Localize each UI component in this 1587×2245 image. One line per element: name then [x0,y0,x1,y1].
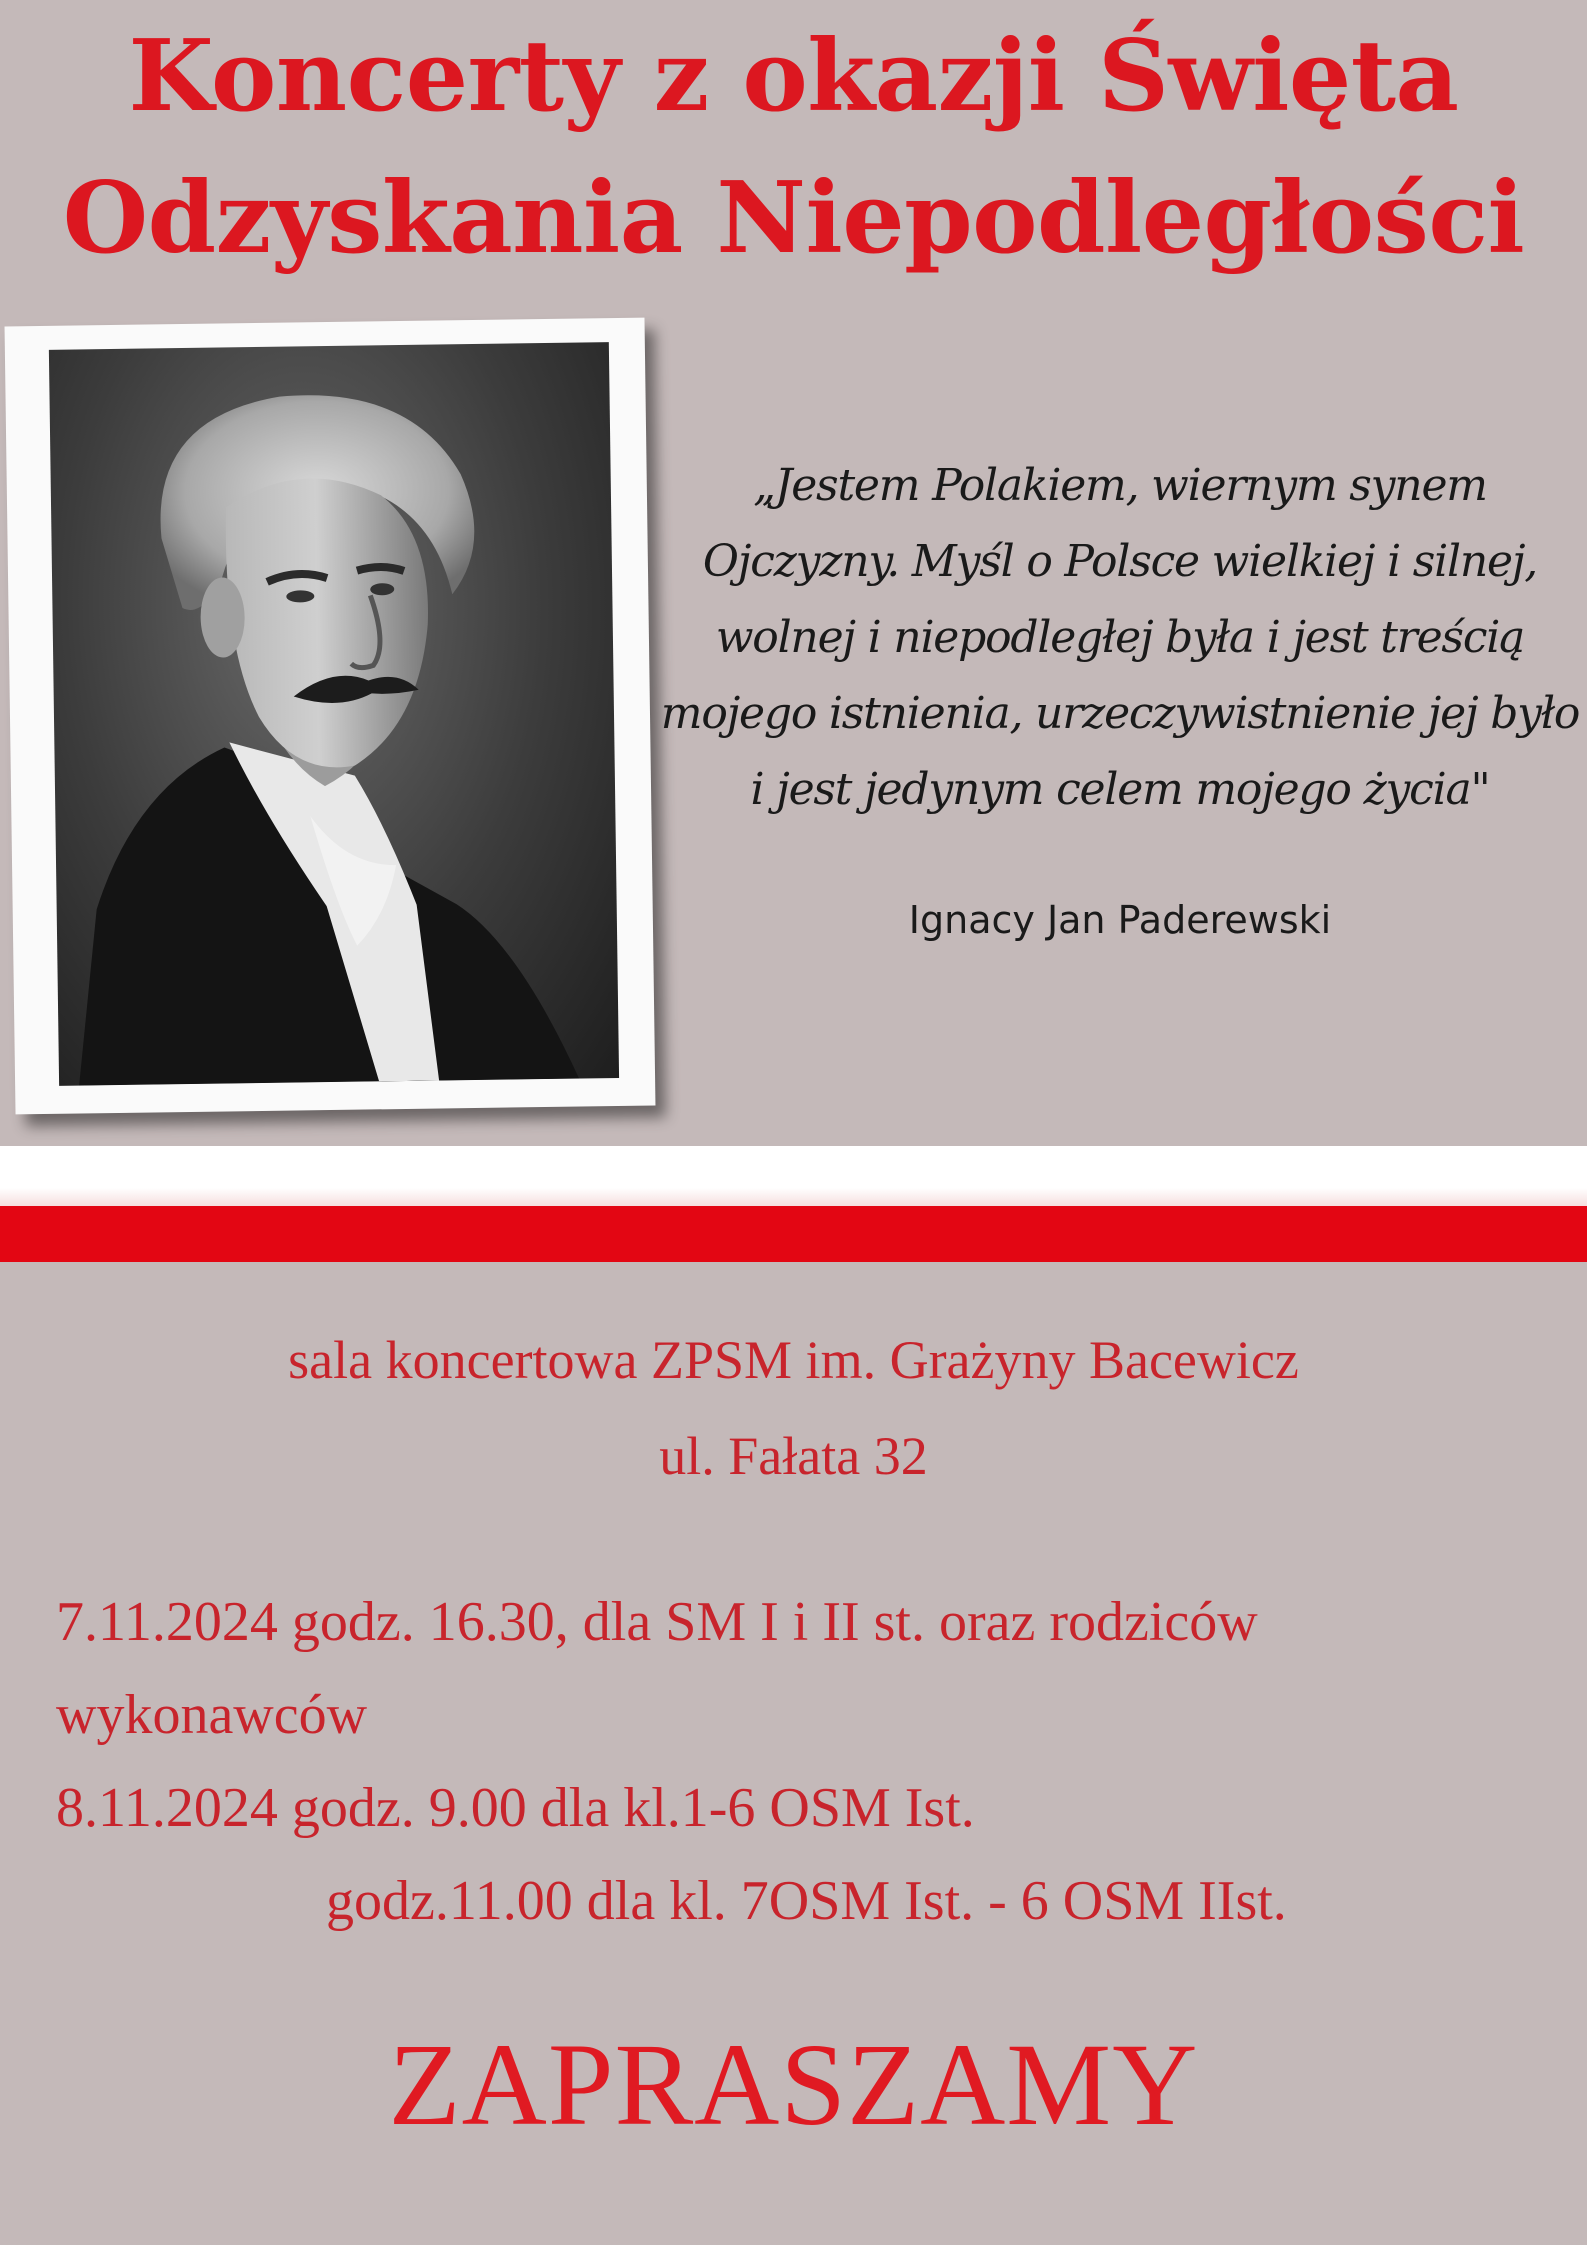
venue-name: sala koncertowa ZPSM im. Grażyny Bacewicz [288,1330,1299,1390]
poster-title-line-1: Koncerty z okazji Święta [128,19,1459,134]
quote-line-1: „Jestem Polakiem, wiernym synem [753,460,1487,511]
flag-stripe-white [0,1146,1587,1206]
quote-line-4: mojego istnienia, urzeczywistnienie jej było [660,688,1580,739]
poster-title [0,6,1587,290]
portrait-photo-frame [5,318,656,1115]
portrait-illustration [49,342,619,1086]
venue-address: ul. Fałata 32 [659,1426,928,1486]
schedule-line-2: wykonawców [56,1684,368,1746]
poster-title-line-2: Odzyskania Niepodległości [62,161,1525,276]
quote-author: Ignacy Jan Paderewski [908,898,1332,942]
invitation-heading: ZAPRASZAMY [388,2019,1199,2150]
quote-line-5: i jest jedynym celem mojego życia" [750,764,1490,815]
schedule-line-4: godz.11.00 dla kl. 7OSM Ist. - 6 OSM IIst. [326,1870,1287,1932]
schedule-line-1: 7.11.2024 godz. 16.30, dla SM I i II st. oraz rodziców [56,1591,1258,1653]
quote-line-3: wolnej i niepodległej była i jest treścią [715,612,1525,663]
schedule-line-3: 8.11.2024 godz. 9.00 dla kl.1-6 OSM Ist. [56,1777,975,1839]
flag-stripe-red [0,1206,1587,1262]
quote-line-2: Ojczyzny. Myśl o Polsce wielkiej i silnej, [702,536,1538,587]
quote-text [660,448,1580,828]
venue-info [0,1312,1587,1504]
concert-schedule [56,1576,1556,1948]
portrait-photo [49,342,619,1086]
